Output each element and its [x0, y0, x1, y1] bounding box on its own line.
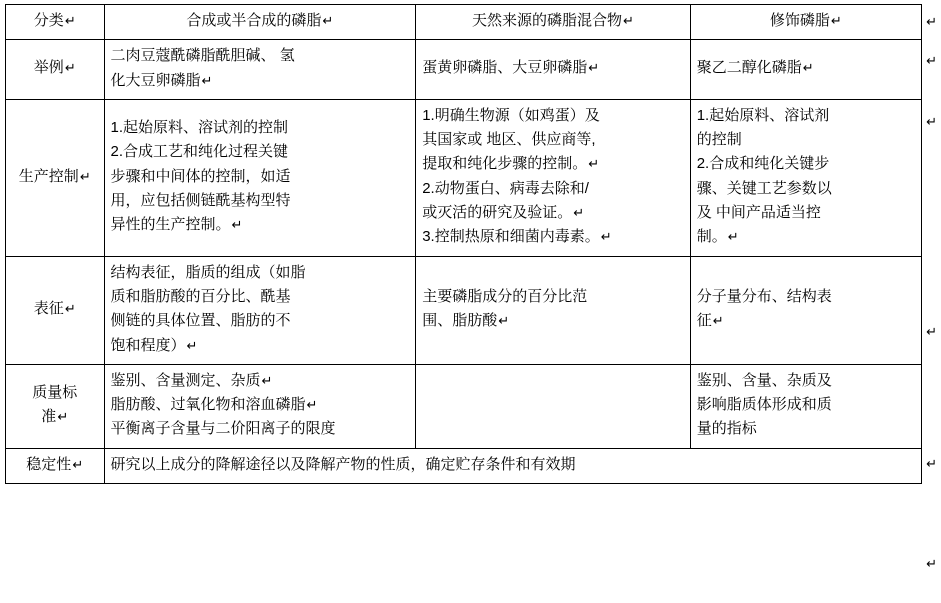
paragraph-mark: ↵ [727, 229, 739, 245]
header-label-modified: 修饰磷脂 [769, 12, 830, 29]
phospholipid-comparison-table [5, 4, 922, 484]
paragraph-mark: ↵ [498, 313, 510, 329]
paragraph-mark: ↵ [588, 60, 600, 76]
cell-characterization-synthetic [104, 256, 416, 364]
paragraph-mark: ↵ [926, 456, 937, 471]
cell-characterization-modified [690, 256, 921, 364]
cell-line: 鉴别、含量、杂质及 [696, 371, 832, 389]
cell-line: 步骤和中间体的控制，如适 [110, 167, 291, 185]
cell-line: 其国家或 地区、供应商等, [422, 131, 596, 149]
cell-line: 2.合成工艺和纯化过程关键 [110, 143, 289, 161]
paragraph-mark: ↵ [64, 301, 76, 317]
cell-line: 分子量分布、结构表 [696, 287, 832, 305]
cell-line: 用，应包括侧链酰基构型特 [110, 191, 291, 209]
cell-line: 及 中间产品适当控 [696, 204, 821, 222]
paragraph-mark: ↵ [79, 168, 91, 184]
paragraph-mark: ↵ [600, 229, 612, 245]
row-label-examples [6, 40, 105, 100]
cell-line: 或灭活的研究及验证。↵ [422, 204, 585, 222]
paragraph-mark: ↵ [64, 60, 76, 76]
paragraph-mark: ↵ [588, 156, 600, 172]
header-cell-synthetic [104, 5, 416, 40]
table-row [6, 40, 922, 100]
cell-line: 聚乙二醇化磷脂↵ [696, 59, 814, 77]
cell-line: 主要磷脂成分的百分比范 [422, 287, 588, 305]
cell-line: 1.起始原料、溶试剂的控制 [110, 119, 289, 137]
cell-line: 饱和程度）↵ [110, 336, 198, 354]
cell-quality-natural [416, 364, 690, 448]
header-label-natural: 天然来源的磷脂混合物 [472, 12, 623, 29]
table-row [6, 256, 922, 364]
table-header-row [6, 5, 922, 40]
row-label-text-line-1: 质量标 [32, 384, 78, 401]
cell-stability-text [104, 448, 921, 483]
cell-line: 异性的生产控制。↵ [110, 216, 243, 234]
row-label-characterization [6, 256, 105, 364]
paragraph-mark: ↵ [623, 13, 634, 28]
cell-examples-natural [416, 40, 690, 100]
cell-line: 鉴别、含量测定、杂质↵ [110, 371, 273, 389]
header-label-synthetic: 合成或半合成的磷脂 [186, 12, 322, 29]
cell-examples-synthetic [104, 40, 416, 100]
paragraph-mark: ↵ [573, 205, 585, 221]
document-page [0, 4, 941, 603]
paragraph-mark: ↵ [712, 313, 724, 329]
cell-line: 脂肪酸、过氧化物和溶血磷脂↵ [110, 396, 318, 414]
row-label-stability [6, 448, 105, 483]
paragraph-mark: ↵ [830, 13, 842, 28]
cell-line: 质和脂肪酸的百分比、酰基 [110, 287, 291, 305]
row-label-quality-standard [6, 364, 105, 448]
cell-line: 提取和纯化步骤的控制。↵ [422, 155, 600, 173]
row-label-text: 表征 [33, 300, 64, 318]
table-row [6, 364, 922, 448]
cell-production-natural [416, 99, 690, 256]
header-cell-category [6, 5, 105, 40]
paragraph-mark: ↵ [802, 60, 814, 76]
row-label-text-line-2: 准↵ [41, 408, 69, 426]
paragraph-mark: ↵ [57, 409, 69, 425]
cell-line: 围、脂肪酸↵ [422, 312, 510, 330]
paragraph-mark: ↵ [72, 456, 84, 472]
row-label-production-control [6, 99, 105, 256]
row-label-text: 稳定性 [26, 455, 72, 473]
cell-line: 2.动物蛋白、病毒去除和/ [422, 179, 589, 197]
paragraph-mark: ↵ [64, 13, 76, 28]
paragraph-mark: ↵ [926, 556, 937, 571]
paragraph-mark: ↵ [261, 372, 273, 388]
cell-production-modified [690, 99, 921, 256]
paragraph-mark: ↵ [201, 72, 213, 88]
cell-line: 的控制 [696, 131, 742, 149]
cell-line: 蛋黄卵磷脂、大豆卵磷脂↵ [422, 59, 600, 77]
header-cell-natural [416, 5, 690, 40]
cell-line: 1.起始原料、溶试剂 [696, 106, 830, 124]
table-row-stability [6, 448, 922, 483]
header-label-category: 分类 [33, 12, 64, 29]
paragraph-mark: ↵ [926, 324, 937, 339]
paragraph-mark: ↵ [926, 14, 937, 29]
row-label-text: 生产控制 [18, 167, 79, 185]
table-row [6, 99, 922, 256]
paragraph-mark: ↵ [926, 53, 937, 68]
cell-line: 化大豆卵磷脂↵ [110, 71, 213, 89]
paragraph-mark: ↵ [926, 114, 937, 129]
right-margin-markers [925, 4, 941, 603]
paragraph-mark: ↵ [231, 217, 243, 233]
cell-characterization-natural [416, 256, 690, 364]
paragraph-mark: ↵ [322, 13, 334, 28]
cell-line: 征↵ [696, 312, 724, 330]
cell-line: 3.控制热原和细菌内毒素。↵ [422, 228, 612, 246]
cell-line: 平衡离子含量与二价阳离子的限度 [110, 420, 336, 438]
cell-line: 研究以上成分的降解途径以及降解产物的性质，确定贮存条件和有效期 [110, 455, 576, 473]
cell-line: 量的指标 [696, 420, 757, 438]
row-label-text: 举例 [33, 59, 64, 77]
paragraph-mark: ↵ [186, 337, 198, 353]
cell-line: 结构表征，脂质的组成（如脂 [110, 263, 306, 281]
cell-examples-modified [690, 40, 921, 100]
cell-line: 骤、关键工艺参数以 [696, 179, 832, 197]
cell-line: 二肉豆蔻酰磷脂酰胆碱、 氢 [110, 47, 295, 65]
cell-line: 影响脂质体形成和质 [696, 396, 832, 414]
cell-production-synthetic [104, 99, 416, 256]
cell-line: 侧链的具体位置、脂肪的不 [110, 312, 291, 330]
header-cell-modified [690, 5, 921, 40]
cell-line: 2.合成和纯化关键步 [696, 155, 830, 173]
cell-quality-synthetic [104, 364, 416, 448]
cell-quality-modified [690, 364, 921, 448]
cell-line: 1.明确生物源（如鸡蛋）及 [422, 106, 600, 124]
cell-line: 制。↵ [696, 228, 739, 246]
paragraph-mark: ↵ [306, 397, 318, 413]
